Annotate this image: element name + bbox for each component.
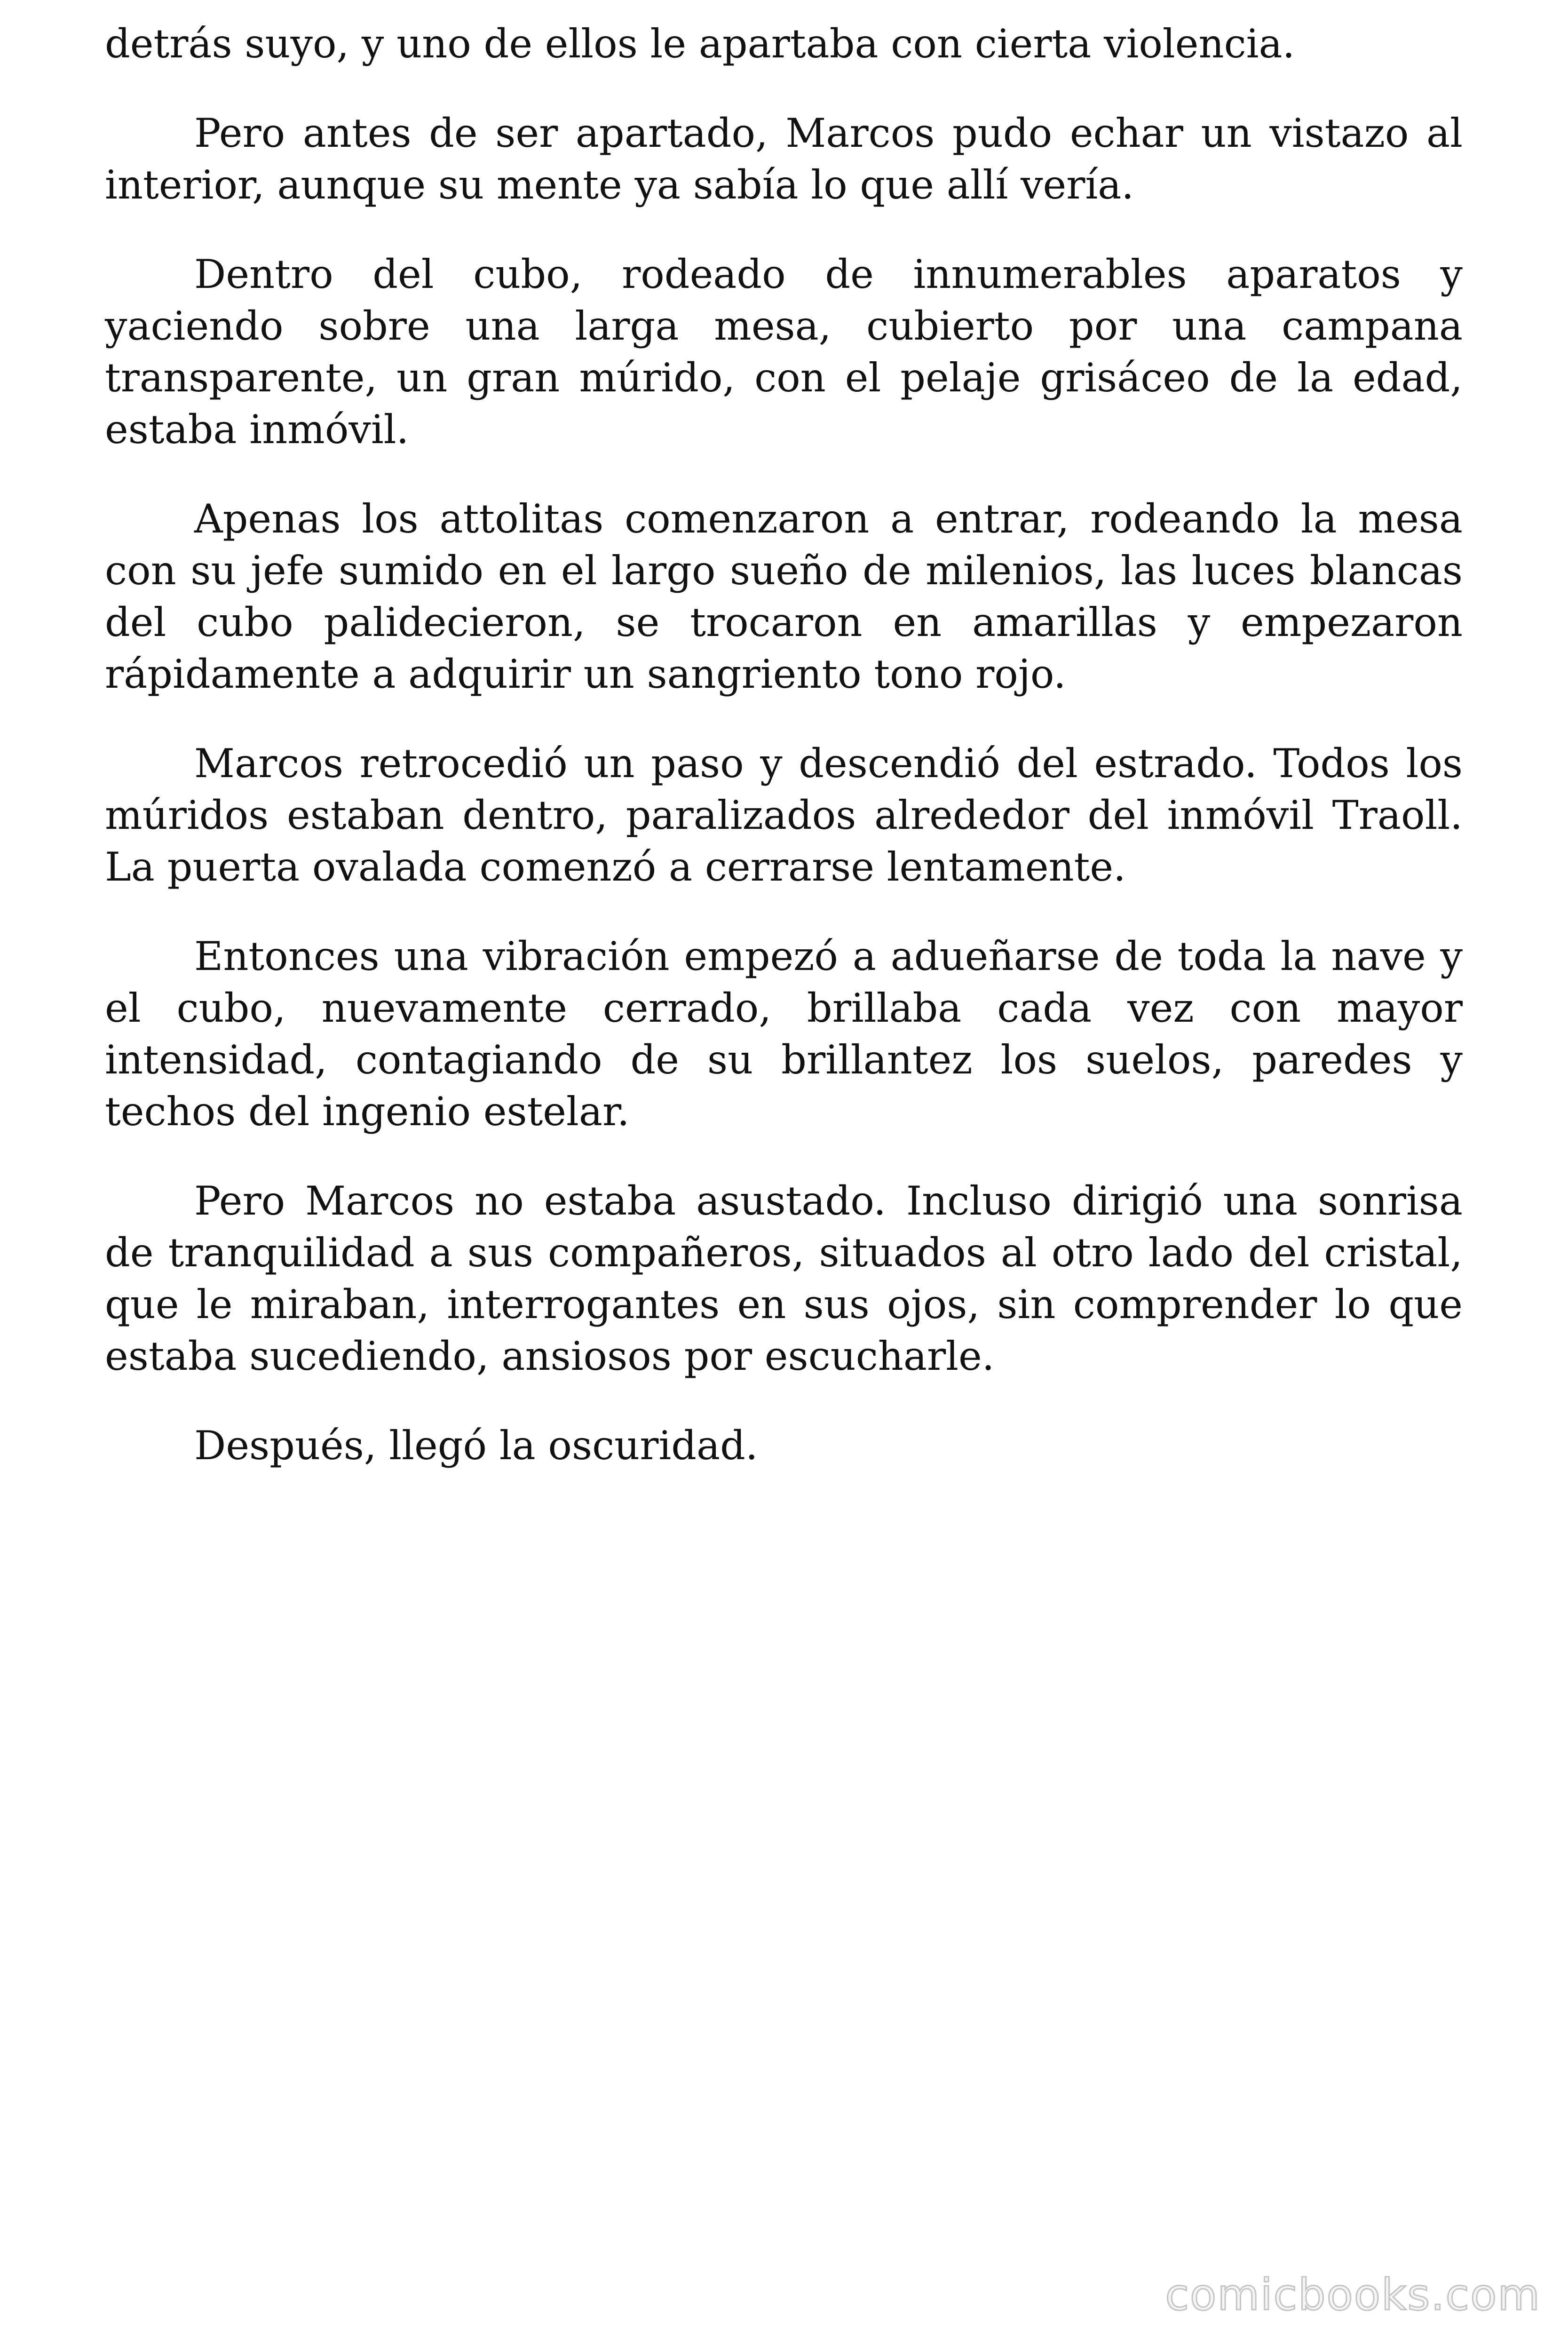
paragraph-2: Pero antes de ser apartado, Marcos pudo echar un vistazo al interior, aunque su mente ya sabía lo que allí vería. [105, 110, 1463, 208]
paragraph-7: Pero Marcos no estaba asustado. Incluso dirigió una sonrisa de tranquilidad a sus compañeros, situados al otro lado del cristal, que le miraban, interrogantes en sus ojos, sin comprender lo que estaba sucediendo, ansiosos por escucharle. [105, 1178, 1463, 1379]
watermark: comicbooks.com [1165, 2270, 1541, 2320]
paragraph-6: Entonces una vibración empezó a adueñarse de toda la nave y el cubo, nuevamente cerrado, brillaba cada vez con mayor intensidad, contagiando de su brillantez los suelos, paredes y techos del ingenio estelar. [105, 933, 1463, 1135]
document-body [105, 18, 1463, 1509]
paragraph-8: Después, llegó la oscuridad. [194, 1422, 758, 1469]
paragraph-4: Apenas los attolitas comenzaron a entrar, rodeando la mesa con su jefe sumido en el largo sueño de milenios, las luces blancas del cubo palidecieron, se trocaron en amarillas y empezaron rápidamente a adquirir un sangriento tono rojo. [105, 496, 1463, 697]
paragraph-1: detrás suyo, y uno de ellos le apartaba con cierta violencia. [105, 21, 1295, 67]
paragraph-5: Marcos retrocedió un paso y descendió del estrado. Todos los múridos estaban dentro, paralizados alrededor del inmóvil Traoll. La puerta ovalada comenzó a cerrarse lentamente. [105, 740, 1463, 890]
paragraph-3: Dentro del cubo, rodeado de innumerables aparatos y yaciendo sobre una larga mesa, cubierto por una campana transparente, un gran múrido, con el pelaje grisáceo de la edad, estaba inmóvil. [105, 251, 1463, 453]
